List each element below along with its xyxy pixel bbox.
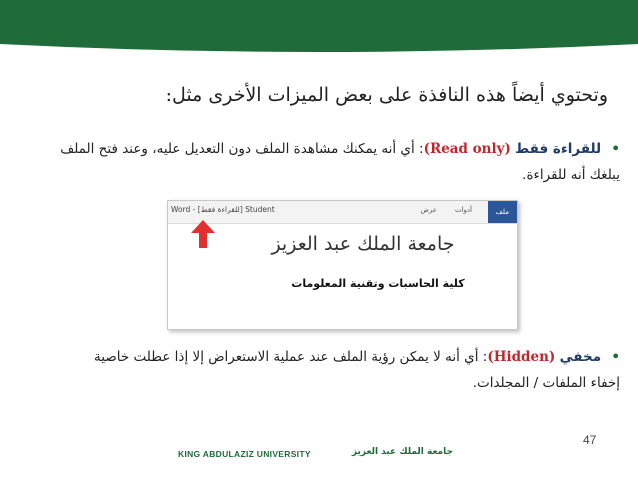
footer <box>178 448 453 464</box>
word-screenshot <box>167 200 518 330</box>
bullet-term-en: (Read only) <box>423 141 511 157</box>
bullet-term: للقراءة فقط <box>515 141 602 157</box>
bullet-term: مخفي <box>559 349 602 365</box>
bullet-hidden <box>10 344 620 396</box>
bullet-text: : أي أنه لا يمكن رؤية الملف عند عملية الاستعراض إلا إذا عطلت خاصية <box>94 349 488 365</box>
bullet-read-only <box>10 136 620 188</box>
bullet-dot: • <box>611 349 620 365</box>
document-subtitle: كلية الحاسبات وتقنية المعلومات <box>291 277 465 290</box>
page-number: 47 <box>583 433 597 447</box>
bullet-text: : أي أنه يمكنك مشاهدة الملف دون التعديل عليه، وعند فتح الملف <box>60 141 424 157</box>
window-title: Word - [للقراءة فقط] Student <box>171 205 275 214</box>
word-ribbon <box>168 201 517 224</box>
tab-view[interactable]: عرض <box>420 206 437 214</box>
footer-university-ar: جامعة الملك عبد العزيز <box>351 447 453 457</box>
top-curve-decoration <box>0 0 638 60</box>
red-arrow-icon <box>188 219 218 249</box>
slide-heading: وتحتوي أيضاً هذه النافذة على بعض الميزات الأخرى مثل: <box>165 84 608 106</box>
bullet-dot: • <box>611 141 620 157</box>
footer-university-en: KING ABDULAZIZ UNIVERSITY <box>178 449 311 459</box>
document-title: جامعة الملك عبد العزيز <box>271 233 455 255</box>
bullet-term-en: (Hidden) <box>487 349 556 365</box>
tab-file[interactable]: ملف <box>488 201 517 223</box>
tab-tools[interactable]: أدوات <box>455 206 472 214</box>
bullet-text-line2: يبلغك أنه للقراءة. <box>522 167 620 183</box>
bullet-text-line2: إخفاء الملفات / المجلدات. <box>472 375 620 391</box>
